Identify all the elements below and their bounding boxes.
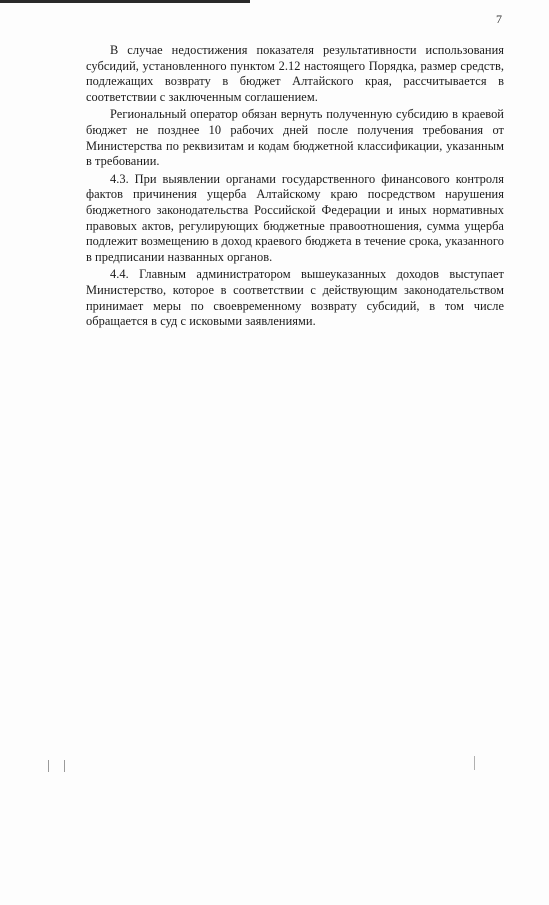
paragraph-operator-return: Региональный оператор обязан вернуть полученную субсидию в краевой бюджет не позднее 10 рабочих дней после получения требования от Министерства по реквизитам и кодам бюджетной классификации, указанным в требовании. xyxy=(86,107,504,169)
scan-edge-bar xyxy=(0,0,250,3)
page-number: 7 xyxy=(496,12,502,26)
scan-mark-right xyxy=(474,756,475,770)
scan-mark-left-1 xyxy=(48,760,49,772)
paragraph-result-indicator: В случае недостижения показателя результативности использования субсидий, установленного пунктом 2.12 настоящего Порядка, размер средств, подлежащих возврату в бюджет Алтайского края, рассчитывается в соответствии с заключенным соглашением. xyxy=(86,43,504,104)
scan-mark-left-2 xyxy=(64,760,65,772)
paragraph-4-3-damage: 4.3. При выявлении органами государственного финансового контроля фактов причинения ущерба Алтайскому краю посредством нарушения бюджетного законодательства Российской Федерации и иных нормативных правовых актов, регулирующих бюджетные правоотношения, сумма ущерба подлежит возмещению в доход краевого бюджета в течение срока, указанного в предписании названных органов. xyxy=(86,171,504,264)
document-body xyxy=(86,43,504,332)
paragraph-4-4-administrator: 4.4. Главным администратором вышеуказанных доходов выступает Министерство, которое в соответствии с действующим законодательством принимает меры по своевременному возврату субсидий, в том числе обращается в суд с исковыми заявлениями. xyxy=(86,267,504,329)
